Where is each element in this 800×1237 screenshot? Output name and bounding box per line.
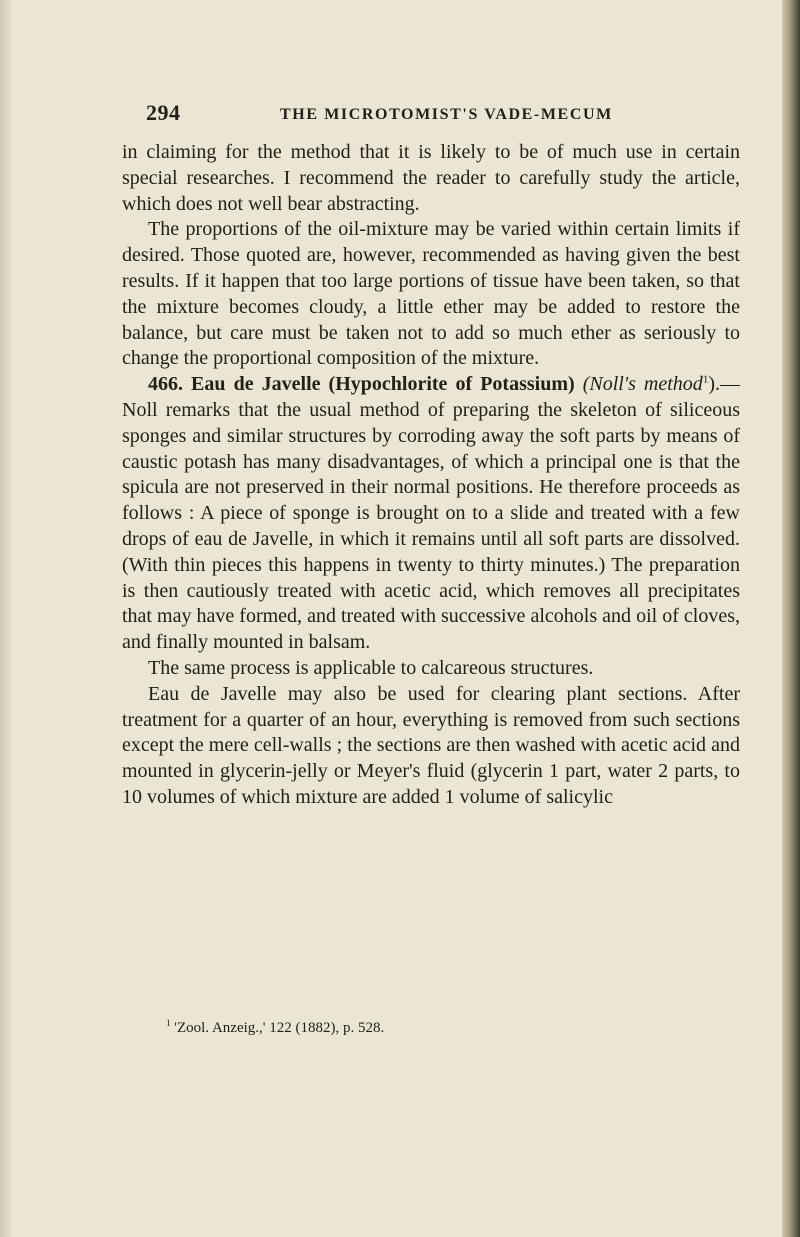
page-header — [146, 100, 736, 130]
running-head: THE MICROTOMIST'S VADE-MECUM — [280, 106, 613, 123]
method-attribution: (Noll's method — [582, 373, 703, 396]
footnote-marker: 1 — [166, 1018, 171, 1028]
paragraph-calcareous: The same process is applicable to calcareous structures. — [148, 656, 594, 679]
paragraph-plant-sections: Eau de Javelle may also be used for clearing plant sections. After treatment for a quarter of an hour, everything is removed from such sections except the mere cell-walls ; the sections are then washed with acetic acid and mounted in glycerin-jelly or Meyer's fluid (glycerin 1 part, water 2 parts, to 10 volumes of which mixture are added 1 volume of salicylic — [122, 682, 740, 808]
footnote-text: 'Zool. Anzeig.,' 122 (1882), p. 528. — [174, 1020, 385, 1036]
method-attribution-close: ). — [708, 373, 720, 396]
page-number: 294 — [146, 100, 181, 125]
page-left-edge — [0, 0, 12, 1237]
paragraph-oil-mixture: The proportions of the oil-mixture may be varied within certain limits if desired. Those quoted are, however, recommended as having given the best results. If it happen that too large portions of tissue have been taken, so that the mixture becomes cloudy, a little ether may be added to restore the balance, but care must be taken not to add so much ether as seriously to change the proportional composition of the mixture. — [122, 218, 740, 370]
paragraph-continuation: in claiming for the method that it is likely to be of much use in certain special researches. I recommend the reader to carefully study the article, which does not well bear abstracting. — [122, 141, 740, 215]
body-text — [122, 140, 740, 811]
section-heading: 466. Eau de Javelle (Hypochlorite of Potassium) — [148, 373, 575, 396]
footnote-reference: 1 — [702, 373, 709, 386]
section-body: —Noll remarks that the usual method of preparing the skeleton of siliceous sponges and similar structures by corroding away the soft parts by means of caustic potash has many disadvantages, of which a principal one is that the spicula are not preserved in their normal positions. He therefore proceeds as follows : A piece of sponge is brought on to a slide and treated with a few drops of eau de Javelle, in which it remains until all soft parts are dissolved. (With thin pieces this happens in twenty to thirty minutes.) The preparation is then cautiously treated with acetic acid, which removes all precipitates that may have formed, and treated with successive alcohols and oil of cloves, and finally mounted in balsam. — [122, 373, 740, 654]
footnote — [166, 1018, 726, 1038]
paragraph-eau-de-javelle — [122, 372, 740, 656]
page-right-edge — [782, 0, 800, 1237]
